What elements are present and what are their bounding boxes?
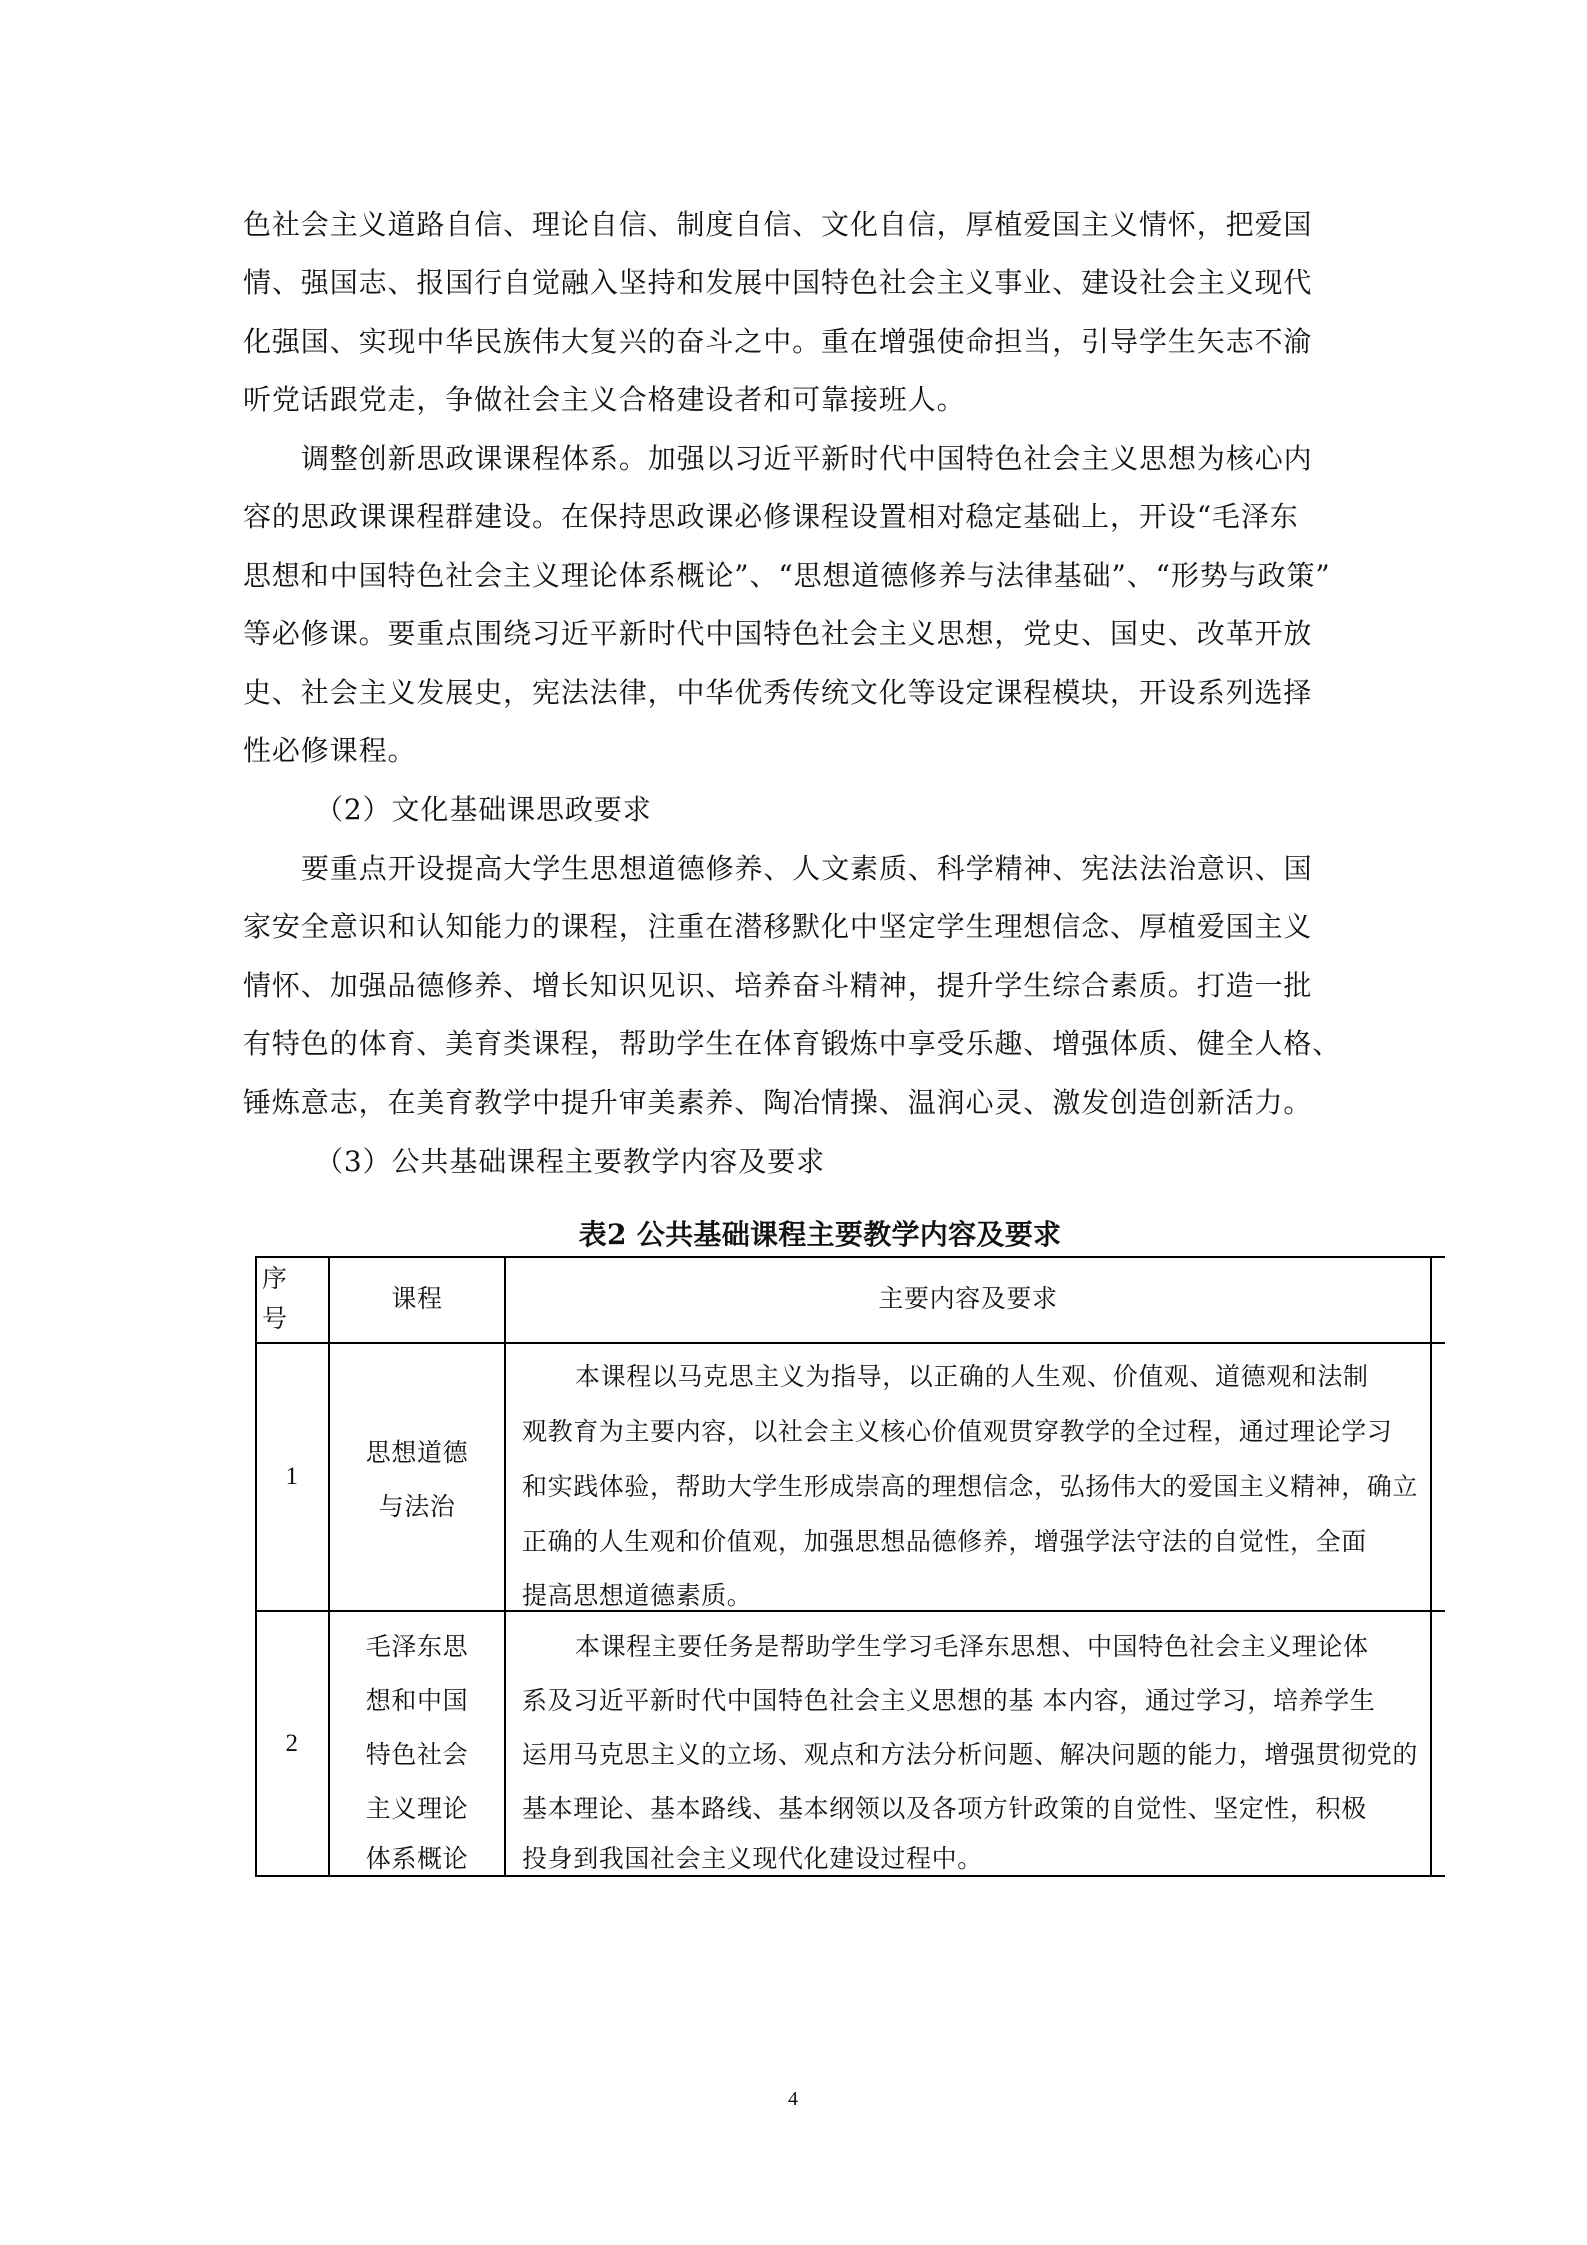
row-content-line: 本课程主要任务是帮助学生学习毛泽东思想、中国特色社会主义理论体	[575, 1632, 1369, 1661]
paragraph-line: 情、强国志、报国行自觉融入坚持和发展中国特色社会主义事业、建设社会主义现代	[243, 266, 1313, 299]
header-course: 课程	[391, 1284, 443, 1313]
paragraph-line: 性必修课程。	[243, 734, 417, 767]
paragraph-line: 化强国、实现中华民族伟大复兴的奋斗之中。重在增强使命担当，引导学生矢志不渝	[243, 325, 1313, 358]
paragraph-line: 情怀、加强品德修养、增长知识见识、培养奋斗精神，提升学生综合素质。打造一批	[243, 969, 1313, 1002]
paragraph-line: 等必修课。要重点围绕习近平新时代中国特色社会主义思想，党史、国史、改革开放	[243, 617, 1313, 650]
table-border-right	[1430, 1256, 1432, 1877]
row-content-line: 和实践体验，帮助大学生形成崇高的理想信念，弘扬伟大的爱国主义精神，确立	[522, 1472, 1419, 1501]
paragraph-line: 史、社会主义发展史，宪法法律，中华优秀传统文化等设定课程模块，开设系列选择	[243, 676, 1313, 709]
paragraph-line: 色社会主义道路自信、理论自信、制度自信、文化自信，厚植爱国主义情怀，把爱国	[243, 208, 1313, 241]
paragraph-line: 思想和中国特色社会主义理论体系概论”、“思想道德修养与法律基础”、“形势与政策”	[243, 559, 1331, 592]
paragraph-line: 家安全意识和认知能力的课程，注重在潜移默化中坚定学生理想信念、厚植爱国主义	[243, 910, 1313, 943]
row-course: 思想道德	[365, 1438, 469, 1467]
row-course: 体系概论	[365, 1844, 469, 1873]
row-content-line: 投身到我国社会主义现代化建设过程中。	[522, 1844, 983, 1873]
header-index: 号	[262, 1304, 288, 1333]
table-border-bottom	[255, 1875, 1445, 1877]
row-course: 主义理论	[365, 1794, 469, 1823]
row-course: 与法治	[378, 1492, 456, 1521]
row-content-line: 基本理论、基本路线、基本纲领以及各项方针政策的自觉性、坚定性，积极	[522, 1794, 1367, 1823]
header-index: 序	[262, 1264, 288, 1293]
row-content-line: 观教育为主要内容，以社会主义核心价值观贯穿教学的全过程，通过理论学习	[522, 1417, 1393, 1446]
row-index: 2	[285, 1730, 299, 1757]
row-content-line: 提高思想道德素质。	[522, 1581, 753, 1610]
row-course: 特色社会	[365, 1740, 469, 1769]
row-content-line: 正确的人生观和价值观，加强思想品德修养，增强学法守法的自觉性，全面	[522, 1527, 1367, 1556]
row-course: 毛泽东思	[365, 1632, 469, 1661]
table-header-divider	[255, 1342, 1445, 1344]
paragraph-line: 调整创新思政课课程体系。加强以习近平新时代中国特色社会主义思想为核心内	[301, 442, 1313, 475]
paragraph-line: 锤炼意志，在美育教学中提升审美素养、陶冶情操、温润心灵、激发创造创新活力。	[243, 1086, 1313, 1119]
paragraph-line: 容的思政课课程群建设。在保持思政课必修课程设置相对稳定基础上，开设“毛泽东	[243, 500, 1299, 533]
table-border-left	[255, 1256, 257, 1877]
page-number: 4	[788, 2088, 798, 2110]
row-content-line: 运用马克思主义的立场、观点和方法分析问题、解决问题的能力，增强贯彻党的	[522, 1740, 1419, 1769]
row-index: 1	[285, 1463, 299, 1490]
section-heading: （2）文化基础课思政要求	[315, 793, 652, 826]
paragraph-line: 听党话跟党走，争做社会主义合格建设者和可靠接班人。	[243, 383, 966, 416]
section-heading: （3）公共基础课程主要教学内容及要求	[315, 1145, 826, 1178]
paragraph-line: 有特色的体育、美育类课程，帮助学生在体育锻炼中享受乐趣、增强体质、健全人格、	[243, 1027, 1342, 1060]
table-border-top	[255, 1256, 1445, 1258]
header-content: 主要内容及要求	[878, 1284, 1058, 1313]
row-content-line: 系及习近平新时代中国特色社会主义思想的基 本内容，通过学习，培养学生	[522, 1686, 1376, 1715]
row-content-line: 本课程以马克思主义为指导，以正确的人生观、价值观、道德观和法制	[575, 1362, 1369, 1391]
table-title: 表2 公共基础课程主要教学内容及要求	[578, 1218, 1062, 1251]
table-row-divider	[255, 1610, 1445, 1612]
row-course: 想和中国	[365, 1686, 469, 1715]
paragraph-line: 要重点开设提高大学生思想道德修养、人文素质、科学精神、宪法法治意识、国	[301, 852, 1313, 885]
table-col-divider-1	[328, 1256, 330, 1877]
table-col-divider-2	[504, 1256, 506, 1877]
